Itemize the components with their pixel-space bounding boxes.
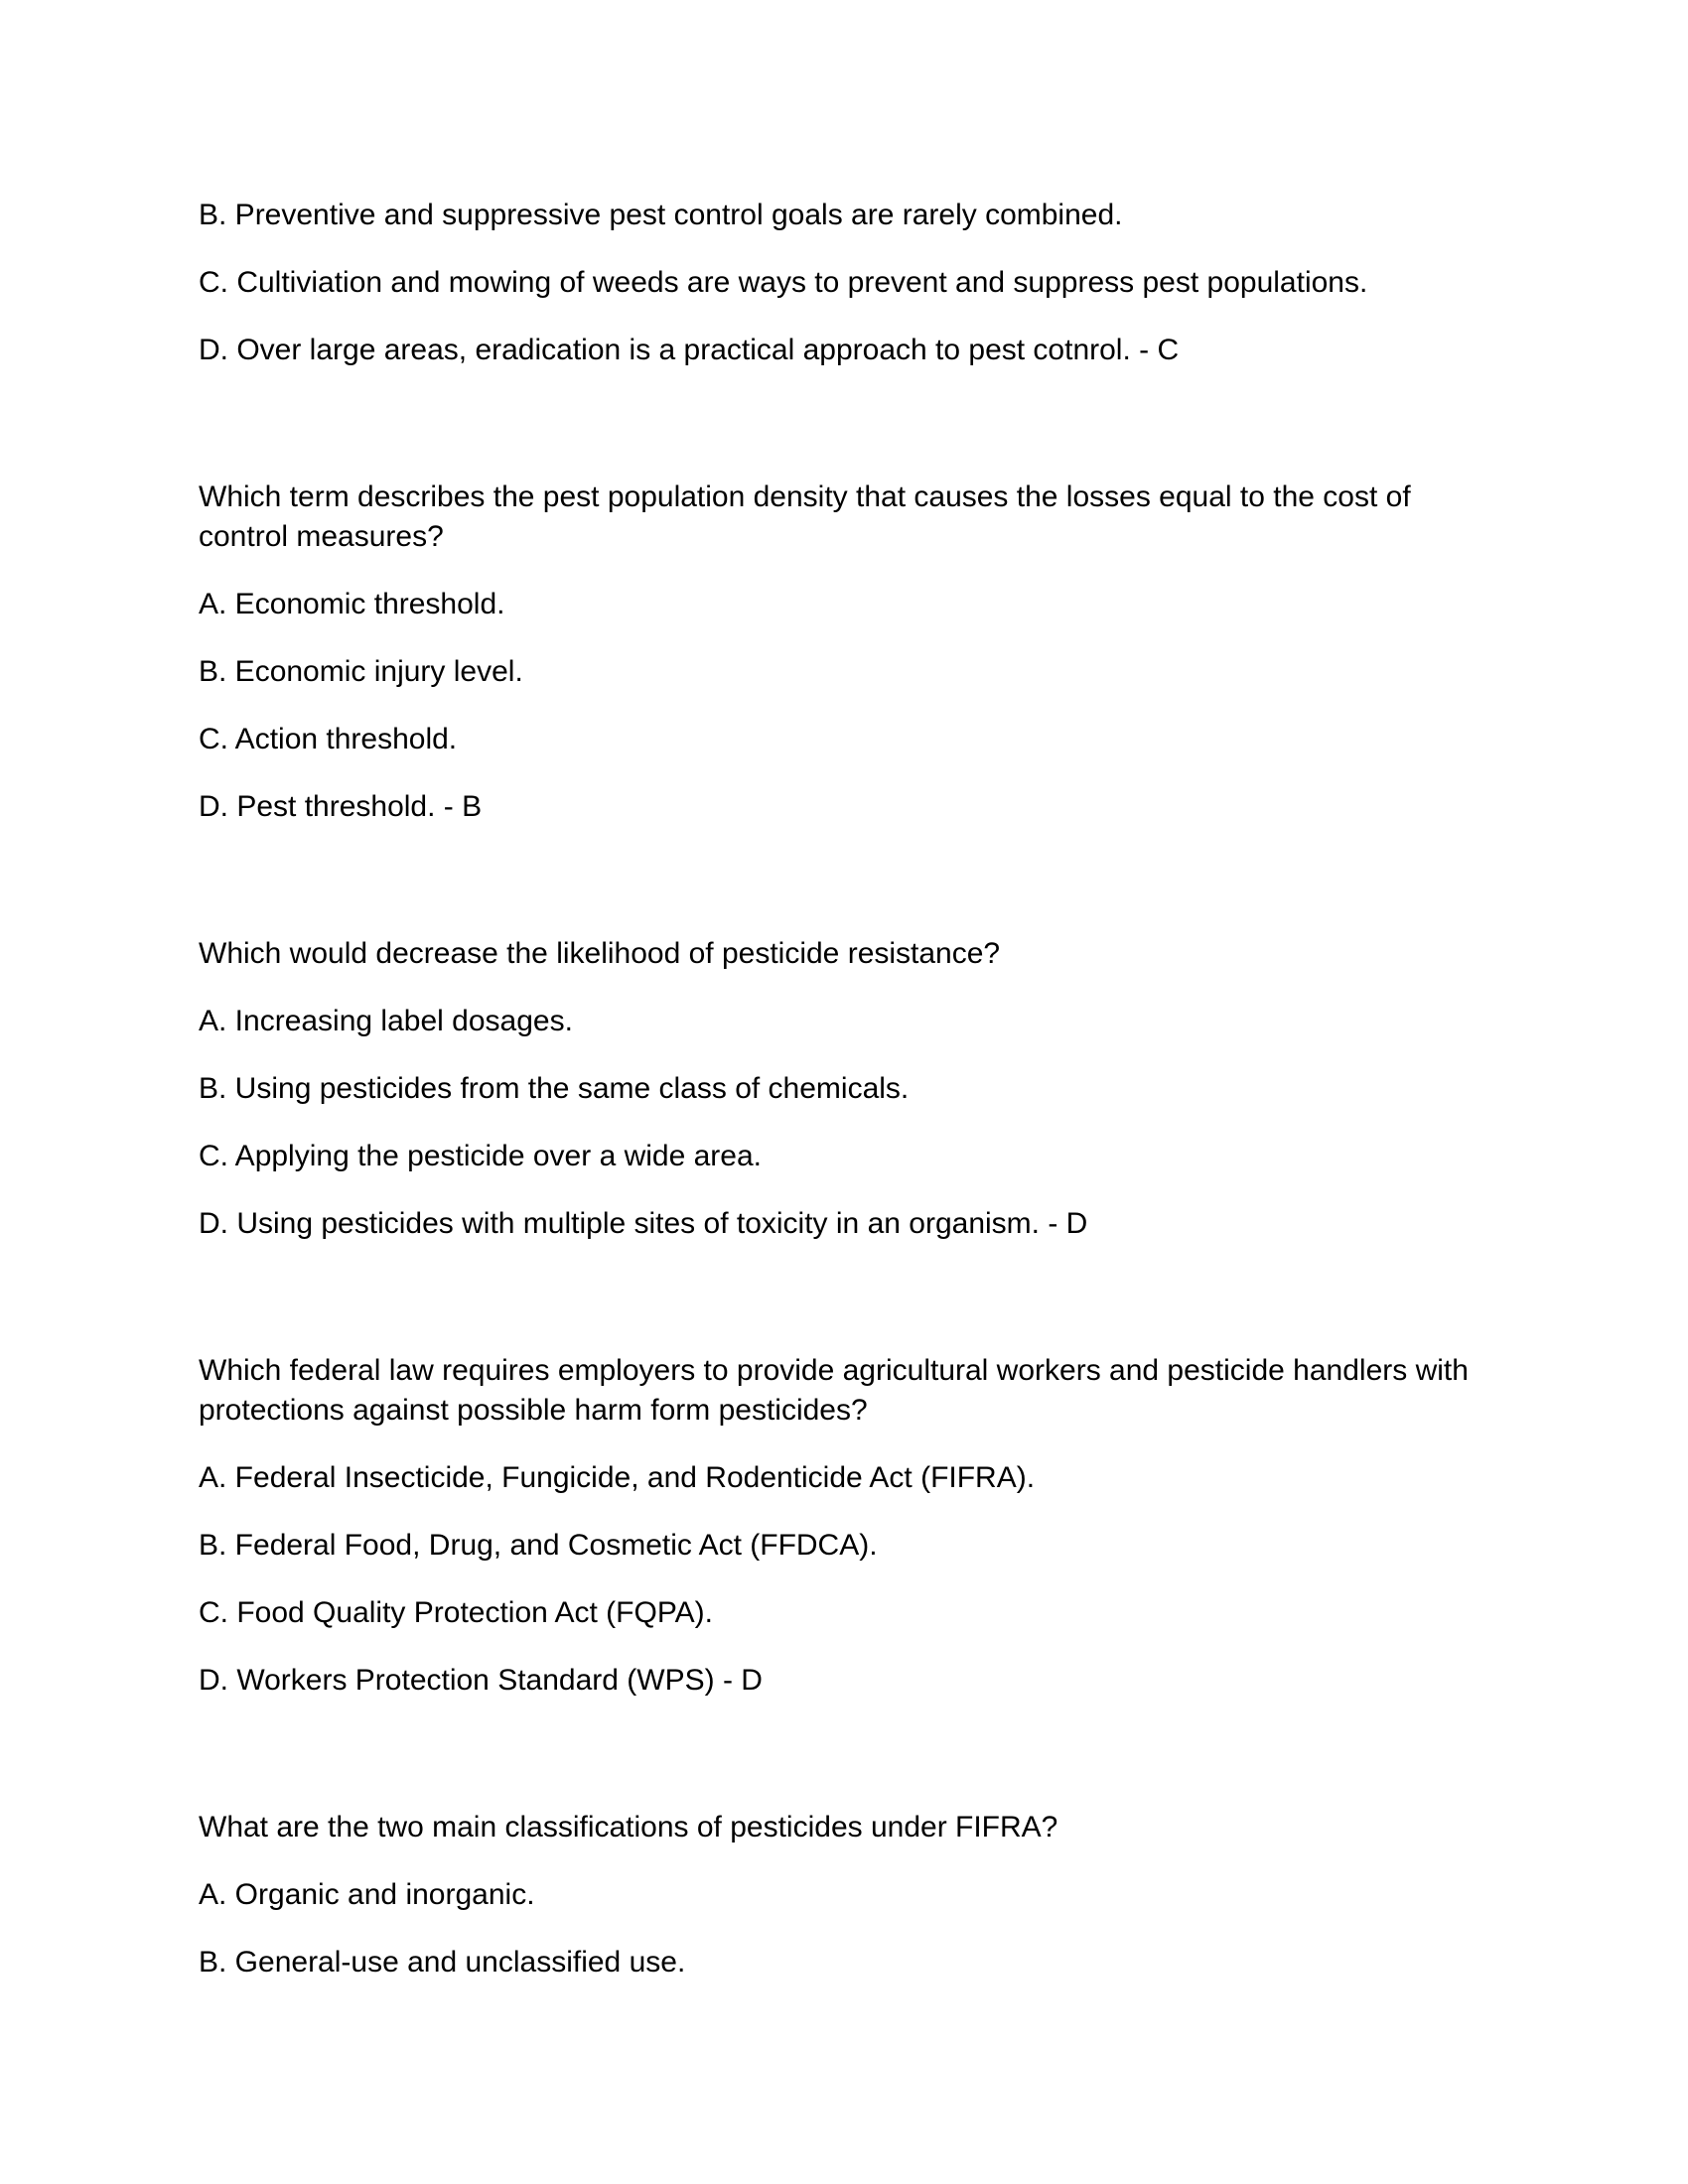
answer-option: D. Pest threshold. - B [199,790,483,823]
answer-option: A. Federal Insecticide, Fungicide, and Rodenticide Act (FIFRA). [199,1461,1036,1494]
answer-option: C. Food Quality Protection Act (FQPA). [199,1596,713,1629]
answer-option: C. Cultiviation and mowing of weeds are ways to prevent and suppress pest populations. [199,266,1368,299]
question-text: What are the two main classifications of pesticides under FIFRA? [199,1811,1058,1843]
answer-option: A. Increasing label dosages. [199,1005,573,1037]
answer-option: B. Using pesticides from the same class of chemicals. [199,1072,910,1105]
answer-option: B. Federal Food, Drug, and Cosmetic Act (FFDCA). [199,1529,878,1562]
answer-option: A. Economic threshold. [199,588,505,620]
document-page [199,196,1489,2010]
question-block [199,1808,1489,1982]
question-block [199,478,1489,827]
question-text: Which federal law requires employers to provide agricultural workers and pesticide handlers with protections against possible harm form pesticides? [199,1354,1469,1427]
answer-option: C. Action threshold. [199,723,458,755]
answer-option: D. Over large areas, eradication is a practical approach to pest cotnrol. - C [199,334,1180,366]
answer-option: D. Using pesticides with multiple sites of toxicity in an organism. - D [199,1207,1088,1240]
answer-option: B. Preventive and suppressive pest control goals are rarely combined. [199,199,1123,231]
answer-option: A. Organic and inorganic. [199,1878,535,1911]
question-text: Which term describes the pest population density that causes the losses equal to the cost of control measures? [199,480,1411,553]
answer-option: B. General-use and unclassified use. [199,1946,686,1979]
question-block [199,1351,1489,1701]
continued-question [199,196,1489,370]
question-text: Which would decrease the likelihood of pesticide resistance? [199,937,1001,970]
answer-option: D. Workers Protection Standard (WPS) - D [199,1664,763,1697]
question-block [199,934,1489,1244]
answer-option: B. Economic injury level. [199,655,523,688]
answer-option: C. Applying the pesticide over a wide area. [199,1140,762,1172]
